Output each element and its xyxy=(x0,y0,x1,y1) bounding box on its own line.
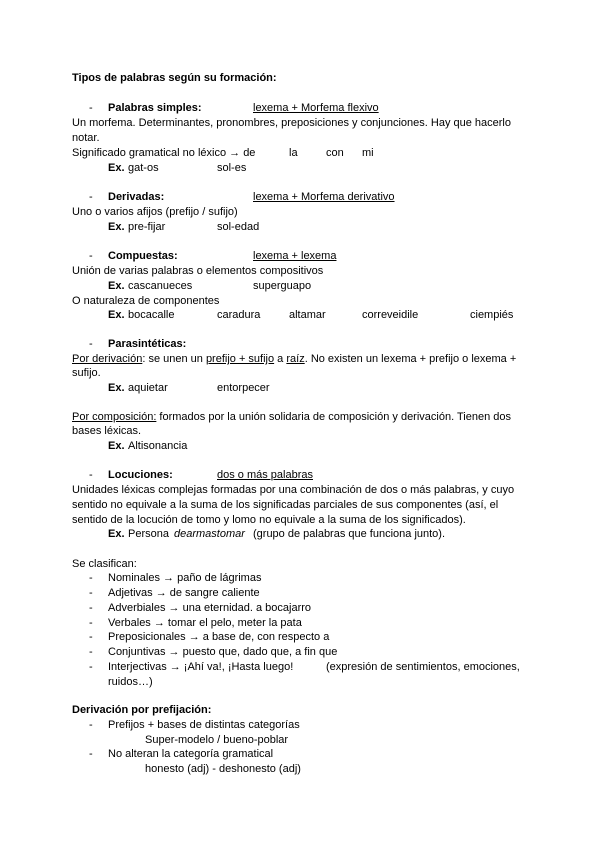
composicion-label: Por composición: xyxy=(72,411,157,423)
parasinteticas-composicion-2: bases léxicas. xyxy=(72,425,142,437)
bullet: - xyxy=(89,102,93,114)
raiz-term: raíz xyxy=(286,353,305,365)
compuestas-example: caradura xyxy=(217,309,261,321)
compuestas-example: superguapo xyxy=(253,280,312,292)
example-label: Ex. xyxy=(108,280,125,292)
simples-heading: Palabras simples: xyxy=(108,102,202,114)
simples-sig-word: con xyxy=(326,147,344,159)
prefijacion-item: No alteran la categoría gramatical xyxy=(108,748,274,760)
prefijacion-item: Prefijos + bases de distintas categorías xyxy=(108,719,300,731)
locuciones-desc-1: Unidades léxicas complejas formadas por una combinación de dos o más palabras, y cuyo xyxy=(72,484,515,496)
derivacion-text: a xyxy=(274,353,287,365)
compuestas-example: ciempiés xyxy=(470,309,514,321)
bullet: - xyxy=(89,469,93,481)
simples-example: gat-os xyxy=(128,162,159,174)
compuestas-example: correveidile xyxy=(362,309,419,321)
example-label: Ex. xyxy=(108,162,125,174)
bullet: - xyxy=(89,338,93,350)
bullet: - xyxy=(89,191,93,203)
interj-note-2: ruidos…) xyxy=(108,676,153,688)
derivadas-desc: Uno o varios afijos (prefijo / sufijo) xyxy=(72,206,238,218)
bullet: - xyxy=(89,572,93,584)
clasif-item: Adverbiales → una eternidad. a bocajarro xyxy=(108,602,312,614)
compuestas-heading: Compuestas: xyxy=(108,250,178,262)
simples-desc-1: Un morfema. Determinantes, pronombres, preposiciones y conjunciones. Hay que hacerlo xyxy=(72,117,511,129)
compuestas-example: cascanueces xyxy=(128,280,193,292)
derivadas-example: pre-fijar xyxy=(128,221,166,233)
compuestas-desc-2: O naturaleza de componentes xyxy=(72,295,220,307)
compuestas-desc: Unión de varias palabras o elementos compositivos xyxy=(72,265,324,277)
bullet: - xyxy=(89,617,93,629)
example-label: Ex. xyxy=(108,528,125,540)
clasif-item: Nominales → paño de lágrimas xyxy=(108,572,262,584)
compuestas-formula: lexema + lexema xyxy=(253,250,337,262)
bullet: - xyxy=(89,602,93,614)
bullet: - xyxy=(89,719,93,731)
derivacion-label: Por derivación xyxy=(72,353,143,365)
clasif-item: Adjetivas → de sangre caliente xyxy=(108,587,260,599)
composicion-text: formados por la unión solidaria de composición y derivación. Tienen dos xyxy=(156,411,512,423)
example-label: Ex. xyxy=(108,440,125,452)
locuciones-example-italic: dearmastomar xyxy=(174,528,245,540)
compuestas-example: altamar xyxy=(289,309,326,321)
simples-formula: lexema + Morfema flexivo xyxy=(253,102,379,114)
derivadas-heading: Derivadas: xyxy=(108,191,165,203)
clasif-item: Verbales → tomar el pelo, meter la pata xyxy=(108,617,302,629)
simples-significado: Significado gramatical no léxico → de xyxy=(72,147,256,159)
simples-sig-word: la xyxy=(289,147,298,159)
interj-note: (expresión de sentimientos, emociones, xyxy=(326,661,520,673)
example-label: Ex. xyxy=(108,382,125,394)
simples-sig-word: mi xyxy=(362,147,374,159)
bullet: - xyxy=(89,250,93,262)
example-label: Ex. xyxy=(108,221,125,233)
prefijacion-example: honesto (adj) - deshonesto (adj) xyxy=(145,763,301,775)
bullet: - xyxy=(89,661,93,673)
bullet: - xyxy=(89,631,93,643)
locuciones-heading: Locuciones: xyxy=(108,469,173,481)
derivadas-example: sol-edad xyxy=(217,221,260,233)
parasinteticas-derivacion-2: sufijo. xyxy=(72,367,101,379)
prefijo-sufijo-term: prefijo + sufijo xyxy=(205,353,275,365)
clasif-item: Conjuntivas → puesto que, dado que, a fin que xyxy=(108,646,338,658)
locuciones-example: Persona xyxy=(128,528,169,540)
clasif-label: Se clasifican: xyxy=(72,558,137,570)
bullet: - xyxy=(89,587,93,599)
parasinteticas-heading: Parasintéticas: xyxy=(108,338,187,350)
document-title: Tipos de palabras según su formación: xyxy=(72,72,277,84)
locuciones-desc-3: sentido de la locución de tomo y lomo no equivale a la suma de los significados). xyxy=(72,514,466,526)
bullet: - xyxy=(89,646,93,658)
derivacion-text: : se unen un xyxy=(142,353,206,365)
simples-example: sol-es xyxy=(217,162,247,174)
parasinteticas-example: aquietar xyxy=(128,382,168,394)
compuestas-example: bocacalle xyxy=(128,309,175,321)
prefijacion-example: Super-modelo / bueno-poblar xyxy=(145,734,289,746)
bullet: - xyxy=(89,748,93,760)
simples-desc-2: notar. xyxy=(72,132,100,144)
example-label: Ex. xyxy=(108,309,125,321)
parasinteticas-derivacion xyxy=(72,352,516,366)
parasinteticas-composicion xyxy=(72,410,511,424)
clasif-item: Preposicionales → a base de, con respecto a xyxy=(108,631,330,643)
parasinteticas-example: Altisonancia xyxy=(128,440,188,452)
derivacion-text: . No existen un lexema + prefijo o lexema + xyxy=(304,353,517,365)
locuciones-desc-2: sentido no equivale a la suma de los significadas parciales de sus componentes (así, el xyxy=(72,499,499,511)
derivadas-formula: lexema + Morfema derivativo xyxy=(253,191,395,203)
parasinteticas-example: entorpecer xyxy=(217,382,270,394)
prefijacion-heading: Derivación por prefijación: xyxy=(72,704,212,716)
locuciones-formula: dos o más palabras xyxy=(217,469,313,481)
locuciones-example-note: (grupo de palabras que funciona junto). xyxy=(253,528,446,540)
clasif-item: Interjectivas → ¡Ahí va!, ¡Hasta luego! xyxy=(108,661,294,673)
